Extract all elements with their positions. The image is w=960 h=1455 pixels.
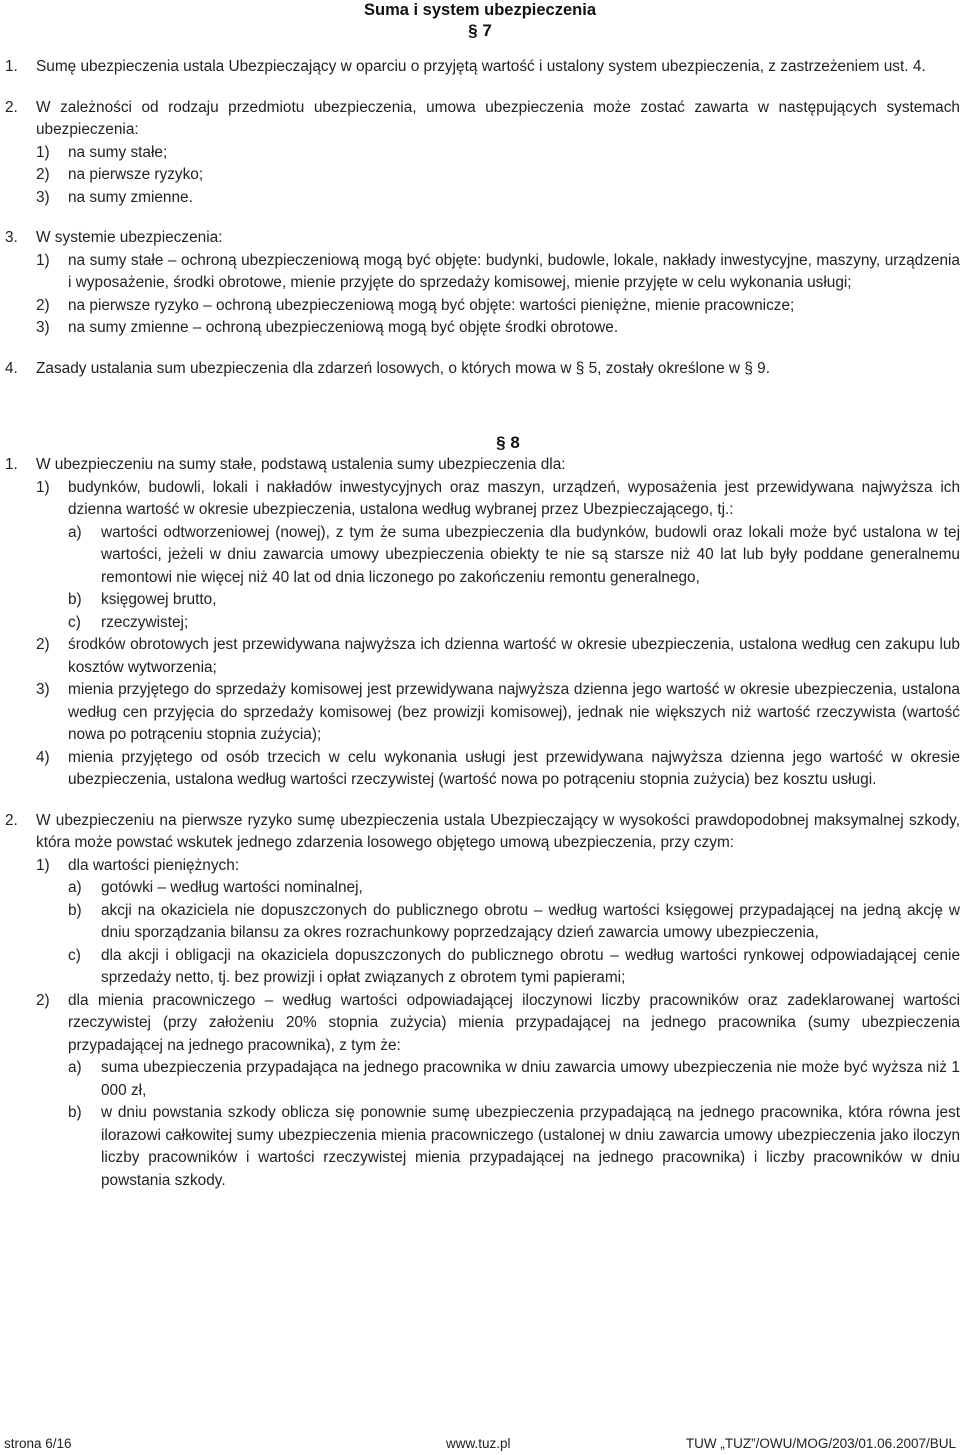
section-8-heading: § 8 bbox=[496, 433, 520, 452]
s7-paragraph-4: 4. Zasady ustalania sum ubezpieczenia dla zdarzeń losowych, o których mowa w § 5, zostały określone w § 9. bbox=[5, 359, 770, 377]
s8-p2-i1-sub: b) akcji na okaziciela nie dopuszczonych do publicznego obrotu – według wartości księgowej przypadającej na jedną akcję w dniu sporządzania bilansu za okres rozrachunkowy poprzedzający dzień zawarcia umowy ubezpieczenia, bbox=[68, 901, 960, 941]
s8-p2-i2-sub: a) suma ubezpieczenia przypadająca na jednego pracownika w dniu zawarcia umowy ubezpieczenia nie może być wyższa niż 1 000 zł, bbox=[68, 1059, 960, 1099]
section-7-body bbox=[0, 56, 960, 380]
s7-p3-item: 2) na pierwsze ryzyko – ochroną ubezpieczeniową mogą być objęte: wartości pieniężne, mienie pracownicze; bbox=[36, 296, 795, 314]
s8-p2-item-2: 2) dla mienia pracowniczego – według wartości odpowiadającej iloczynowi liczby pracowników oraz zadeklarowanej wartości rzeczywistej (przy założeniu 20% stopnia zużycia) mienia przypadającej na jednego pracownika (sumy ubezpieczenia przypadającej na jednego pracownika), z tym że: bbox=[36, 991, 960, 1054]
s7-paragraph-3: 3. W systemie ubezpieczenia: bbox=[5, 229, 223, 246]
s8-p2-i1-sub: a) gotówki – według wartości nominalnej, bbox=[68, 879, 363, 896]
s8-paragraph-2: 2. W ubezpieczeniu na pierwsze ryzyko sumę ubezpieczenia ustala Ubezpieczający w wysokości prawdopodobnej maksymalnej szkody, która może powstać wskutek jednego zdarzenia losowego objętego umową ubezpieczenia, przy czym: bbox=[5, 811, 960, 851]
s7-p3-item: 1) na sumy stałe – ochroną ubezpieczeniową mogą być objęte: budynki, budowle, lokale, nakłady inwestycyjne, maszyny, urządzenia i wyposażenie, środki obrotowe, mienie przyjęte do sprzedaży komisowej, mienie przyjęte w celu wykonania usługi; bbox=[36, 251, 960, 291]
section-7-heading: § 7 bbox=[468, 21, 492, 40]
s8-p1-i1-sub: a) wartości odtworzeniowej (nowej), z tym że suma ubezpieczenia dla budynków, budowli oraz lokali może być ustalona w tej wartości, jeżeli w dniu zawarcia umowy ubezpieczenia obiekty te nie są starsze niż 40 lat lub były poddane generalnemu remontowi nie więcej niż 40 lat od dnia liczonego po zakończeniu remontu generalnego, bbox=[68, 523, 960, 586]
s8-p1-item-1: 1) budynków, budowli, lokali i nakładów inwestycyjnych oraz maszyn, urządzeń, wyposażenia jest przewidywana najwyższa ich dzienna wartość w okresie ubezpieczenia, ustalona według wybranej przez Ubezpieczającego, tj.: bbox=[36, 478, 960, 518]
s7-paragraph-2: 2. W zależności od rodzaju przedmiotu ubezpieczenia, umowa ubezpieczenia może zostać zawarta w następujących systemach ubezpieczenia: bbox=[5, 98, 960, 138]
document-title: Suma i system ubezpieczenia bbox=[363, 1, 596, 19]
s8-p2-i1-sub: c) dla akcji i obligacji na okaziciela dopuszczonych do publicznego obrotu – według wartości rynkowej odpowiadającej cenie sprzedaży netto, tj. bez prowizji i opłat związanych z obrotem tymi papierami; bbox=[68, 946, 960, 986]
section-8-body bbox=[0, 432, 960, 1192]
footer-document-code: TUW „TUZ”/OWU/MOG/203/01.06.2007/BUL bbox=[685, 1436, 956, 1451]
s8-p1-item-4: 4) mienia przyjętego od osób trzecich w celu wykonania usługi jest przewidywana najwyższa dzienna jego wartość w okresie ubezpieczenia, ustalona według wartości rzeczywistej (wartość nowa po potrąceniu stopnia zużycia) bez kosztu usługi. bbox=[36, 748, 960, 788]
s7-p2-item: 1) na sumy stałe; bbox=[36, 143, 168, 161]
s7-p2-item: 3) na sumy zmienne. bbox=[36, 188, 193, 206]
footer-page-number: strona 6/16 bbox=[4, 1436, 72, 1451]
s7-p3-item: 3) na sumy zmienne – ochroną ubezpieczeniową mogą być objęte środki obrotowe. bbox=[36, 319, 619, 336]
footer-url[interactable]: www.tuz.pl bbox=[446, 1436, 511, 1451]
s8-p1-i1-sub: b) księgowej brutto, bbox=[68, 591, 217, 608]
s8-p1-i1-sub: c) rzeczywistej; bbox=[68, 613, 189, 631]
s8-p2-i2-sub: b) w dniu powstania szkody oblicza się ponownie sumę ubezpieczenia przypadającą na jednego pracownika, która równa jest ilorazowi całkowitej sumy ubezpieczenia mienia pracowniczego (ustalonej w dniu zawarcia umowy ubezpieczenia jako iloczyn liczby pracowników i wartości rzeczywistej mienia przypadającej na jednego pracownika) i liczby pracowników w dniu powstania szkody. bbox=[68, 1104, 960, 1189]
s8-p1-item-3: 3) mienia przyjętego do sprzedaży komisowej jest przewidywana najwyższa dzienna jego wartość w okresie ubezpieczenia, ustalona według cen przyjęcia do sprzedaży komisowej (bez prowizji komisowej), jednak nie większych niż wartość rzeczywista (wartość nowa po potrąceniu stopnia zużycia); bbox=[36, 681, 960, 743]
s8-p1-item-2: 2) środków obrotowych jest przewidywana najwyższa ich dzienna wartość w okresie ubezpieczenia, ustalona według cen zakupu lub kosztów wytworzenia; bbox=[36, 636, 960, 676]
s8-paragraph-1: 1. W ubezpieczeniu na sumy stałe, podstawą ustalenia sumy ubezpieczenia dla: bbox=[5, 456, 566, 473]
s7-p2-item: 2) na pierwsze ryzyko; bbox=[36, 166, 204, 183]
s7-paragraph-1: 1. Sumę ubezpieczenia ustala Ubezpieczający w oparciu o przyjętą wartość i ustalony system ubezpieczenia, z zastrzeżeniem ust. 4. bbox=[5, 58, 926, 75]
header-block bbox=[0, 0, 960, 42]
s8-p2-item-1: 1) dla wartości pieniężnych: bbox=[36, 856, 240, 874]
